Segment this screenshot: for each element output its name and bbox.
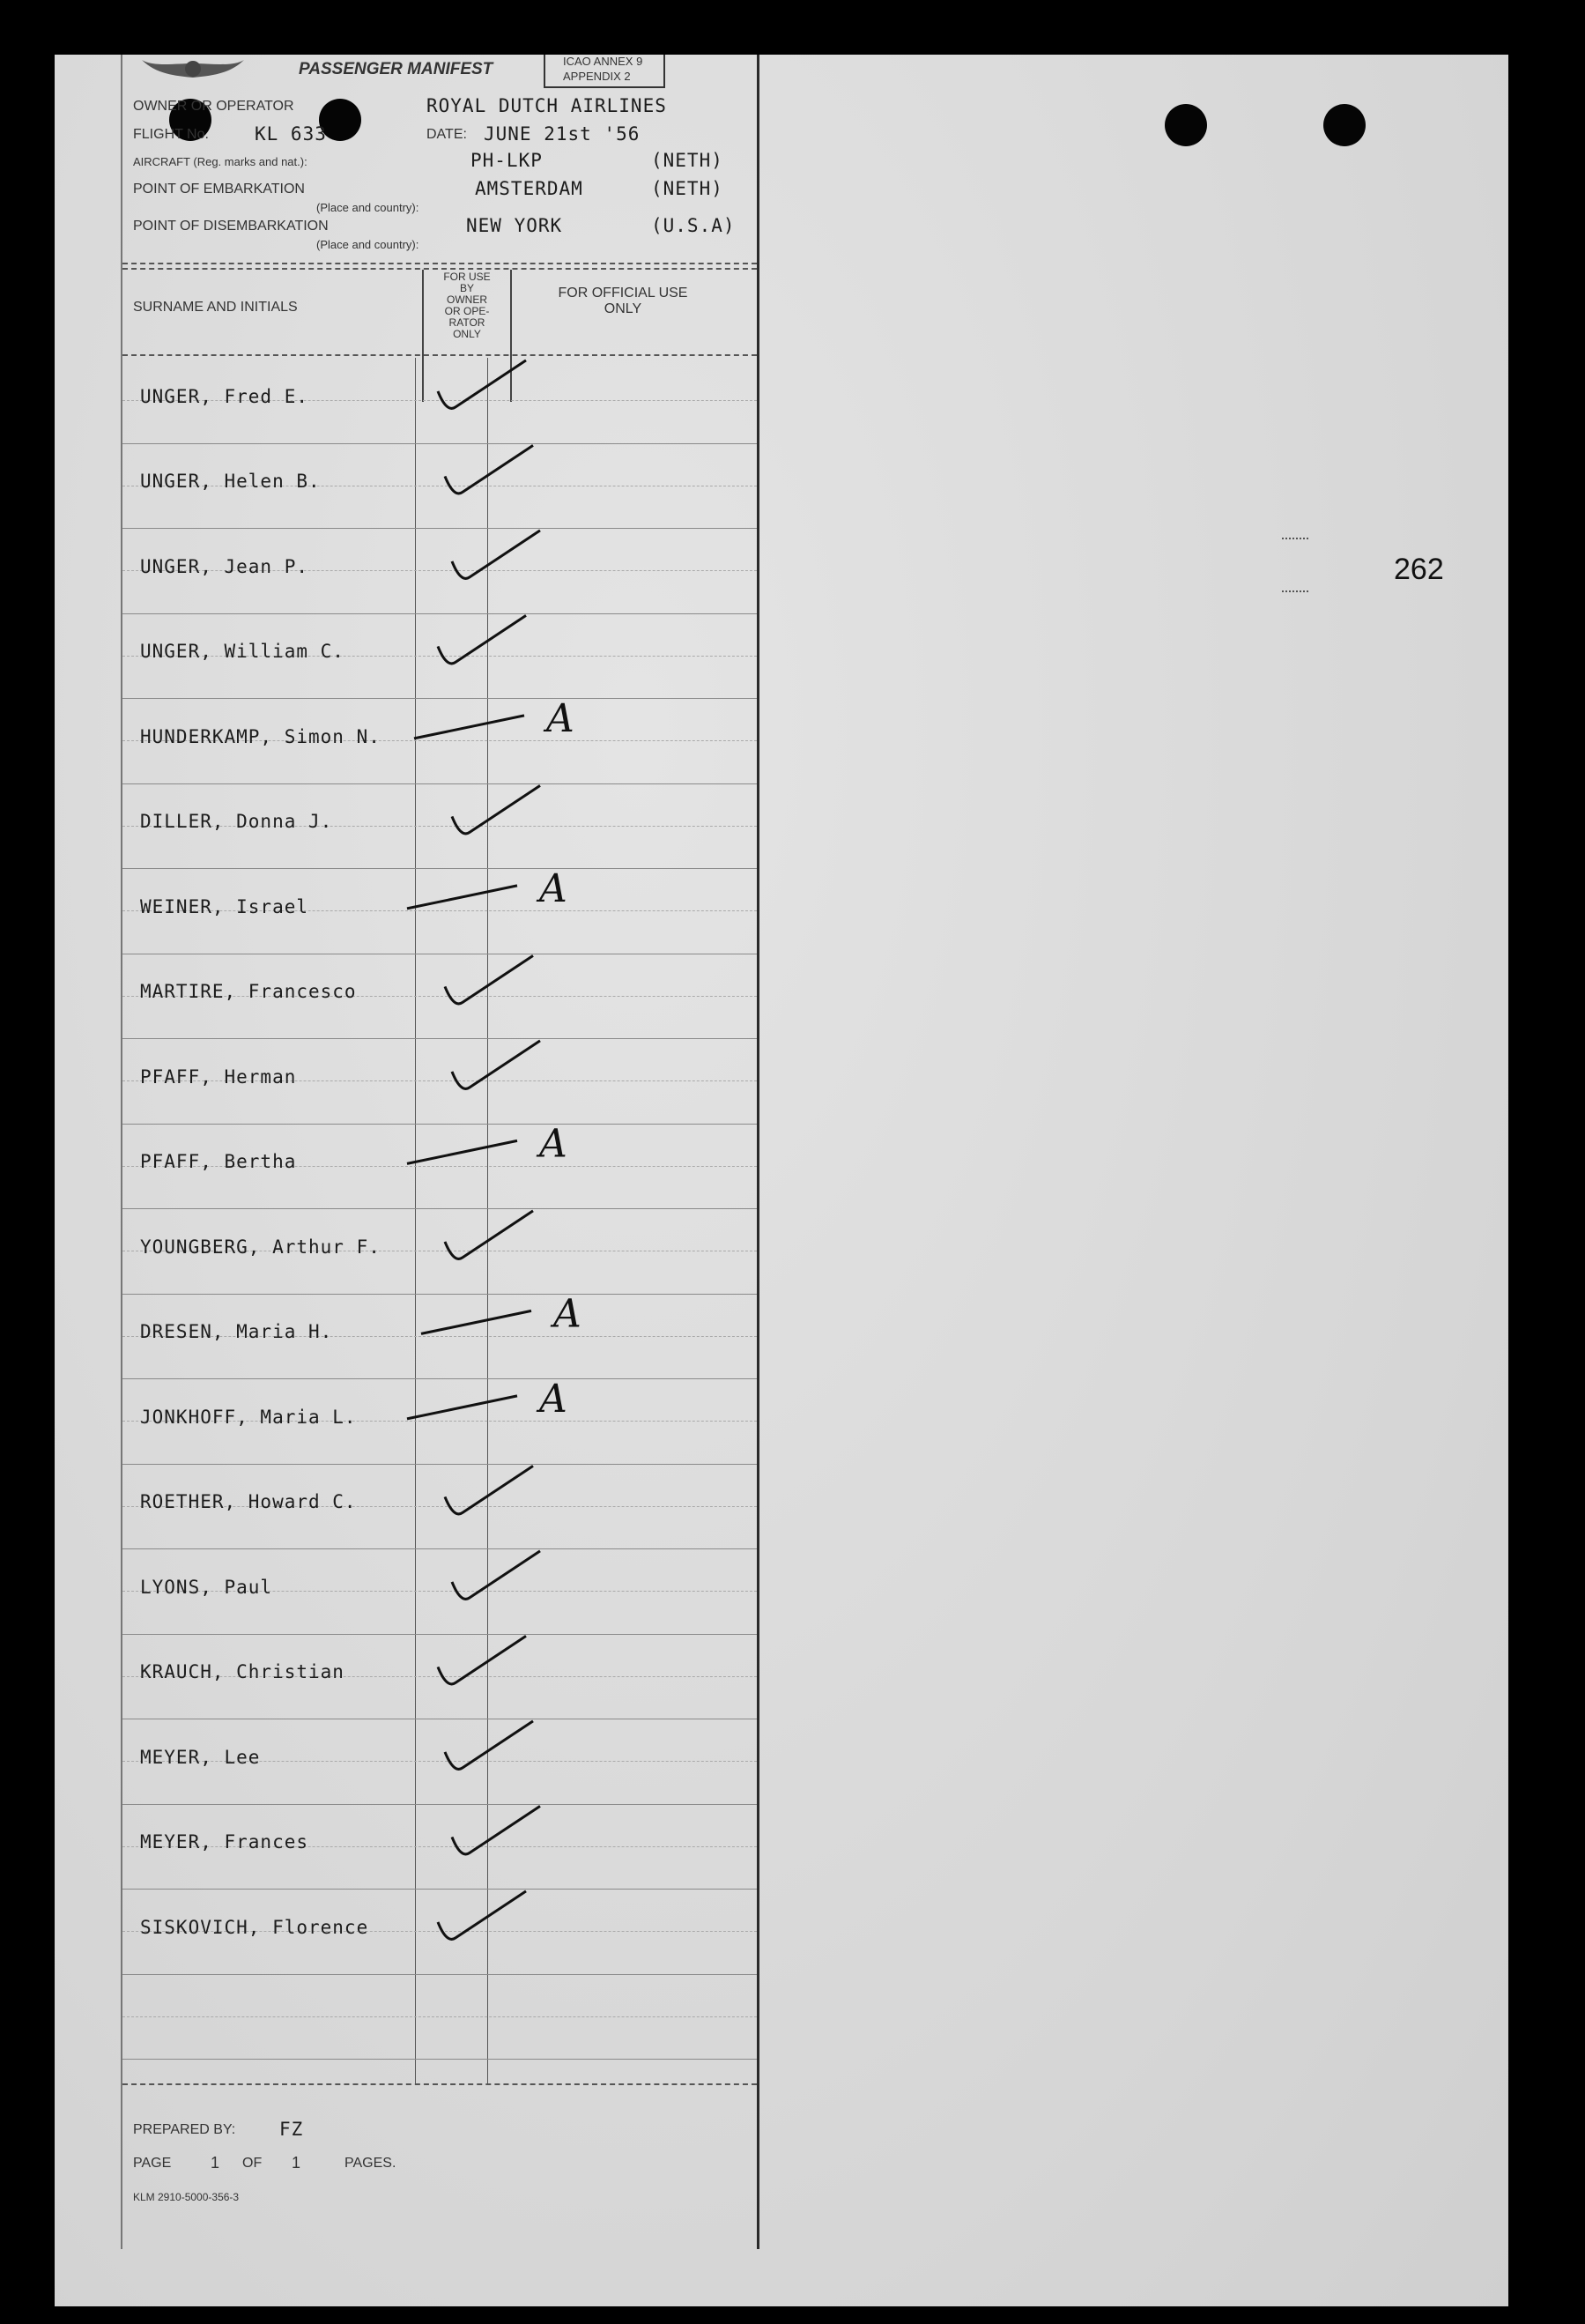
passenger-name: UNGER, Jean P. — [140, 555, 309, 577]
official-mark: A — [539, 1376, 567, 1422]
official-mark: A — [539, 865, 567, 911]
passenger-name: SISKOVICH, Florence — [140, 1916, 369, 1938]
embark-nationality: (NETH) — [651, 178, 723, 199]
passenger-name: MEYER, Frances — [140, 1831, 309, 1853]
date-label: DATE: — [426, 127, 467, 142]
prepared-value: FZ — [279, 2119, 304, 2140]
date-value: JUNE 21st '56 — [484, 123, 641, 145]
col-surname: SURNAME AND INITIALS — [133, 300, 298, 315]
passenger-name: UNGER, Fred E. — [140, 385, 309, 407]
row-line — [122, 528, 757, 529]
passenger-name: PFAFF, Herman — [140, 1065, 297, 1088]
col-official-use: FOR OFFICIAL USE ONLY — [558, 286, 688, 316]
col-divider-1 — [422, 270, 424, 402]
flight-label: FLIGHT No. — [133, 127, 209, 142]
page-value: 1 — [211, 2154, 220, 2172]
manifest-sheet — [55, 55, 1508, 2306]
table-header-line — [122, 354, 757, 356]
passenger-name: DRESEN, Maria H. — [140, 1321, 333, 1343]
wings-icon — [140, 55, 246, 90]
passenger-name: UNGER, William C. — [140, 641, 344, 663]
margin-mark — [1282, 538, 1308, 539]
prepared-label: PREPARED BY: — [133, 2122, 236, 2137]
disembark-label: POINT OF DISEMBARKATION — [133, 219, 329, 234]
passenger-name: DILLER, Donna J. — [140, 811, 333, 833]
header-divider — [122, 263, 757, 264]
passenger-name: PFAFF, Bertha — [140, 1151, 297, 1173]
pages-label: PAGES. — [344, 2156, 396, 2171]
passenger-name: YOUNGBERG, Arthur F. — [140, 1236, 381, 1258]
official-mark: A — [553, 1291, 581, 1337]
passenger-name: ROETHER, Howard C. — [140, 1491, 357, 1513]
place-country-2: (Place and country): — [316, 238, 419, 251]
row-line — [122, 783, 757, 784]
punch-hole-3 — [1165, 104, 1207, 146]
of-label: OF — [242, 2156, 263, 2171]
disembark-nationality: (U.S.A) — [651, 215, 736, 236]
row-line — [122, 1294, 757, 1295]
col-owner-use: FOR USE BY OWNER OR OPE- RATOR ONLY — [443, 271, 491, 340]
owner-value: ROYAL DUTCH AIRLINES — [426, 95, 667, 116]
passenger-name: HUNDERKAMP, Simon N. — [140, 725, 381, 747]
passenger-name: LYONS, Paul — [140, 1576, 273, 1598]
passenger-name: MARTIRE, Francesco — [140, 981, 357, 1003]
official-mark: A — [546, 695, 574, 741]
row-line — [122, 1124, 757, 1125]
punch-hole-4 — [1323, 104, 1366, 146]
icao-box — [544, 55, 665, 88]
page-label: PAGE — [133, 2156, 172, 2171]
row-line — [122, 443, 757, 444]
row-line — [122, 698, 757, 699]
row-line — [122, 1208, 757, 1209]
form-title: PASSENGER MANIFEST — [299, 60, 493, 78]
row-line — [122, 2059, 757, 2060]
col-divider-2 — [510, 270, 512, 402]
embark-label: POINT OF EMBARKATION — [133, 182, 305, 197]
row-line — [122, 1464, 757, 1465]
passenger-name: WEINER, Israel — [140, 895, 309, 917]
place-country-1: (Place and country): — [316, 201, 419, 214]
manifest-form — [121, 55, 759, 2249]
of-value: 1 — [292, 2154, 301, 2172]
header-divider-2 — [122, 268, 757, 270]
table-col-line-1 — [415, 358, 416, 2083]
row-line — [122, 1038, 757, 1039]
aircraft-value: PH-LKP — [470, 150, 543, 171]
page-number: 262 — [1394, 553, 1444, 586]
row-line — [122, 1548, 757, 1549]
airline-logo — [140, 55, 246, 90]
passenger-name: MEYER, Lee — [140, 1746, 261, 1768]
passenger-name: UNGER, Helen B. — [140, 471, 321, 493]
row-line — [122, 868, 757, 869]
aircraft-label: AIRCRAFT (Reg. marks and nat.): — [133, 155, 307, 168]
footer-divider — [122, 2083, 757, 2085]
row-line — [122, 1974, 757, 1975]
row-half-line — [122, 2016, 757, 2017]
row-line — [122, 1889, 757, 1890]
passenger-name: JONKHOFF, Maria L. — [140, 1406, 357, 1428]
row-line — [122, 1378, 757, 1379]
row-line — [122, 1804, 757, 1805]
owner-label: OWNER OR OPERATOR — [133, 99, 294, 114]
icao-annex: ICAO ANNEX 9 — [563, 55, 643, 68]
icao-appendix: APPENDIX 2 — [563, 70, 631, 83]
form-code: KLM 2910-5000-356-3 — [133, 2191, 240, 2203]
embark-value: AMSTERDAM — [475, 178, 583, 199]
disembark-value: NEW YORK — [466, 215, 563, 236]
passenger-name: KRAUCH, Christian — [140, 1661, 344, 1683]
table-col-line-2 — [487, 358, 488, 2083]
margin-mark-2 — [1282, 590, 1308, 592]
aircraft-nationality: (NETH) — [651, 150, 723, 171]
row-line — [122, 1634, 757, 1635]
flight-value: KL 633 — [255, 123, 327, 145]
official-mark: A — [539, 1121, 567, 1167]
row-line — [122, 613, 757, 614]
